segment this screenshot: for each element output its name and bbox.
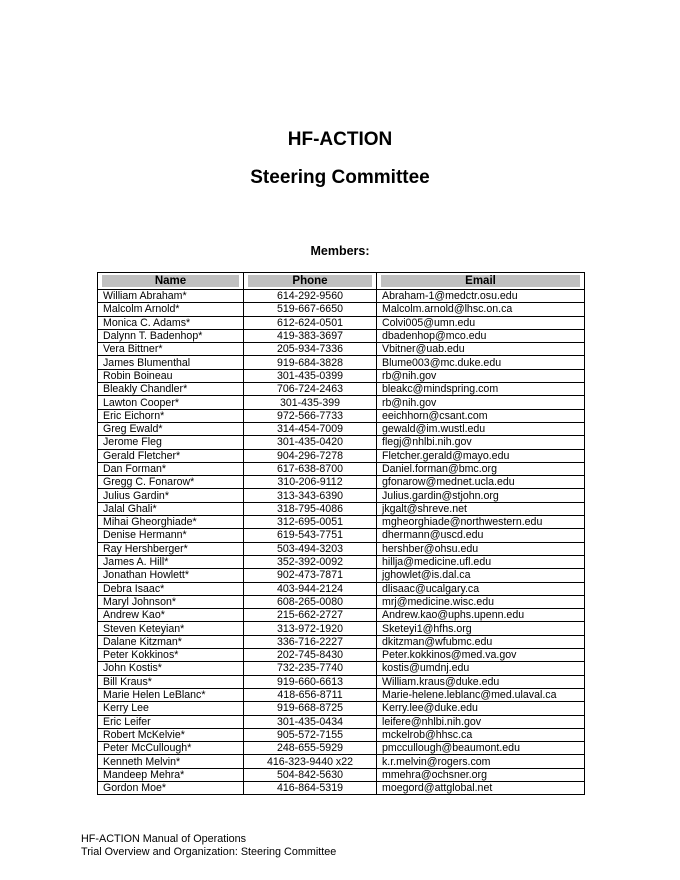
table-row (98, 462, 585, 475)
table-row (98, 635, 585, 648)
table-row (98, 529, 585, 542)
member-email: Daniel.forman@bmc.org (377, 462, 585, 475)
column-header-email: Email (377, 273, 585, 290)
footer-line-2: Trial Overview and Organization: Steering Committee (81, 846, 337, 858)
member-email: Andrew.kao@uphs.upenn.edu (377, 609, 585, 622)
member-phone: 301-435-0434 (244, 715, 377, 728)
page-subtitle: Steering Committee (250, 167, 430, 188)
member-phone: 503-494-3203 (244, 542, 377, 555)
member-phone: 310-206-9112 (244, 476, 377, 489)
member-phone: 919-668-8725 (244, 702, 377, 715)
table-row (98, 329, 585, 342)
member-email: dhermann@uscd.edu (377, 529, 585, 542)
member-email: flegj@nhlbi.nih.gov (377, 436, 585, 449)
member-name: William Abraham* (98, 290, 244, 303)
member-name: Maryl Johnson* (98, 595, 244, 608)
member-phone: 902-473-7871 (244, 569, 377, 582)
member-email: dbadenhop@mco.edu (377, 329, 585, 342)
table-row (98, 649, 585, 662)
member-phone: 318-795-4086 (244, 502, 377, 515)
member-phone: 248-655-5929 (244, 742, 377, 755)
table-row (98, 436, 585, 449)
member-email: Peter.kokkinos@med.va.gov (377, 649, 585, 662)
member-phone: 416-864-5319 (244, 781, 377, 794)
table-row (98, 755, 585, 768)
table-row (98, 622, 585, 635)
member-name: Gregg C. Fonarow* (98, 476, 244, 489)
member-email: Fletcher.gerald@mayo.edu (377, 449, 585, 462)
member-email: hillja@medicine.ufl.edu (377, 555, 585, 568)
member-name: John Kostis* (98, 662, 244, 675)
table-row (98, 542, 585, 555)
table-header-row (98, 273, 585, 290)
member-phone: 519-667-6650 (244, 303, 377, 316)
member-phone: 972-566-7733 (244, 409, 377, 422)
table-row (98, 675, 585, 688)
member-name: Eric Eichorn* (98, 409, 244, 422)
member-phone: 403-944-2124 (244, 582, 377, 595)
member-phone: 205-934-7336 (244, 343, 377, 356)
member-phone: 919-660-6613 (244, 675, 377, 688)
member-email: Kerry.lee@duke.edu (377, 702, 585, 715)
table-row (98, 409, 585, 422)
member-email: Colvi005@umn.edu (377, 316, 585, 329)
member-phone: 202-745-8430 (244, 649, 377, 662)
table-row (98, 609, 585, 622)
member-name: Debra Isaac* (98, 582, 244, 595)
member-name: Dalane Kitzman* (98, 635, 244, 648)
member-email: hershber@ohsu.edu (377, 542, 585, 555)
member-email: pmccullough@beaumont.edu (377, 742, 585, 755)
member-phone: 608-265-0080 (244, 595, 377, 608)
member-phone: 336-716-2227 (244, 635, 377, 648)
member-phone: 314-454-7009 (244, 422, 377, 435)
table-row (98, 781, 585, 794)
member-email: eeichhorn@csant.com (377, 409, 585, 422)
table-row (98, 502, 585, 515)
member-phone: 312-695-0051 (244, 516, 377, 529)
member-email: mmehra@ochsner.org (377, 768, 585, 781)
member-phone: 352-392-0092 (244, 555, 377, 568)
table-row (98, 728, 585, 741)
member-name: Julius Gardin* (98, 489, 244, 502)
member-name: Ray Hershberger* (98, 542, 244, 555)
member-name: Monica C. Adams* (98, 316, 244, 329)
table-row (98, 768, 585, 781)
member-email: Blume003@mc.duke.edu (377, 356, 585, 369)
member-email: jghowlet@is.dal.ca (377, 569, 585, 582)
member-email: bleakc@mindspring.com (377, 383, 585, 396)
member-phone: 301-435-0399 (244, 369, 377, 382)
member-name: Peter Kokkinos* (98, 649, 244, 662)
member-phone: 301-435-0420 (244, 436, 377, 449)
member-name: Dan Forman* (98, 462, 244, 475)
member-name: Lawton Cooper* (98, 396, 244, 409)
member-phone: 732-235-7740 (244, 662, 377, 675)
member-email: Sketeyi1@hfhs.org (377, 622, 585, 635)
member-email: leifere@nhlbi.nih.gov (377, 715, 585, 728)
member-name: Bleakly Chandler* (98, 383, 244, 396)
member-phone: 313-972-1920 (244, 622, 377, 635)
table-row (98, 715, 585, 728)
table-row (98, 662, 585, 675)
member-email: k.r.melvin@rogers.com (377, 755, 585, 768)
member-name: Mandeep Mehra* (98, 768, 244, 781)
member-email: Marie-helene.leblanc@med.ulaval.ca (377, 688, 585, 701)
member-phone: 313-343-6390 (244, 489, 377, 502)
member-phone: 301-435-399 (244, 396, 377, 409)
member-phone: 504-842-5630 (244, 768, 377, 781)
member-email: moegord@attglobal.net (377, 781, 585, 794)
table-row (98, 742, 585, 755)
footer-line-1: HF-ACTION Manual of Operations (81, 833, 247, 845)
member-name: Malcolm Arnold* (98, 303, 244, 316)
member-email: mckelrob@hhsc.ca (377, 728, 585, 741)
member-name: James A. Hill* (98, 555, 244, 568)
member-name: Kerry Lee (98, 702, 244, 715)
table-row (98, 476, 585, 489)
table-row (98, 343, 585, 356)
table-row (98, 290, 585, 303)
member-name: Jerome Fleg (98, 436, 244, 449)
table-row (98, 569, 585, 582)
member-email: Vbitner@uab.edu (377, 343, 585, 356)
table-row (98, 369, 585, 382)
member-name: Eric Leifer (98, 715, 244, 728)
members-label: Members: (310, 244, 370, 258)
member-phone: 419-383-3697 (244, 329, 377, 342)
member-email: dkitzman@wfubmc.edu (377, 635, 585, 648)
member-name: Jalal Ghali* (98, 502, 244, 515)
member-email: gfonarow@mednet.ucla.edu (377, 476, 585, 489)
members-table (97, 272, 585, 795)
member-email: dlisaac@ucalgary.ca (377, 582, 585, 595)
member-email: gewald@im.wustl.edu (377, 422, 585, 435)
member-phone: 418-656-8711 (244, 688, 377, 701)
member-name: Peter McCullough* (98, 742, 244, 755)
column-header-name: Name (98, 273, 244, 290)
table-row (98, 489, 585, 502)
member-phone: 619-543-7751 (244, 529, 377, 542)
member-name: Gordon Moe* (98, 781, 244, 794)
member-name: Denise Hermann* (98, 529, 244, 542)
member-phone: 215-662-2727 (244, 609, 377, 622)
table-row (98, 303, 585, 316)
member-name: Jonathan Howlett* (98, 569, 244, 582)
member-name: Vera Bittner* (98, 343, 244, 356)
table-row (98, 702, 585, 715)
member-email: mgheorghiade@northwestern.edu (377, 516, 585, 529)
page-title: HF-ACTION (287, 129, 393, 150)
member-name: Robert McKelvie* (98, 728, 244, 741)
member-email: William.kraus@duke.edu (377, 675, 585, 688)
member-email: mrj@medicine.wisc.edu (377, 595, 585, 608)
member-name: Greg Ewald* (98, 422, 244, 435)
table-row (98, 422, 585, 435)
member-phone: 706-724-2463 (244, 383, 377, 396)
column-header-phone: Phone (244, 273, 377, 290)
member-name: Bill Kraus* (98, 675, 244, 688)
member-name: Marie Helen LeBlanc* (98, 688, 244, 701)
member-phone: 617-638-8700 (244, 462, 377, 475)
member-name: Steven Keteyian* (98, 622, 244, 635)
member-email: Julius.gardin@stjohn.org (377, 489, 585, 502)
member-email: Abraham-1@medctr.osu.edu (377, 290, 585, 303)
table-row (98, 316, 585, 329)
member-phone: 614-292-9560 (244, 290, 377, 303)
table-row (98, 356, 585, 369)
table-row (98, 688, 585, 701)
member-phone: 905-572-7155 (244, 728, 377, 741)
member-email: Malcolm.arnold@lhsc.on.ca (377, 303, 585, 316)
member-email: rb@nih.gov (377, 396, 585, 409)
member-phone: 904-296-7278 (244, 449, 377, 462)
table-row (98, 396, 585, 409)
member-name: Gerald Fletcher* (98, 449, 244, 462)
table-row (98, 595, 585, 608)
member-name: Mihai Gheorghiade* (98, 516, 244, 529)
table-row (98, 383, 585, 396)
table-body (98, 290, 585, 795)
table-row (98, 555, 585, 568)
member-name: Kenneth Melvin* (98, 755, 244, 768)
member-phone: 612-624-0501 (244, 316, 377, 329)
member-name: Robin Boineau (98, 369, 244, 382)
member-name: James Blumenthal (98, 356, 244, 369)
member-name: Dalynn T. Badenhop* (98, 329, 244, 342)
table-row (98, 582, 585, 595)
member-email: kostis@umdnj.edu (377, 662, 585, 675)
table-row (98, 516, 585, 529)
member-phone: 919-684-3828 (244, 356, 377, 369)
member-email: jkgalt@shreve.net (377, 502, 585, 515)
member-phone: 416-323-9440 x22 (244, 755, 377, 768)
member-name: Andrew Kao* (98, 609, 244, 622)
member-email: rb@nih.gov (377, 369, 585, 382)
table-row (98, 449, 585, 462)
